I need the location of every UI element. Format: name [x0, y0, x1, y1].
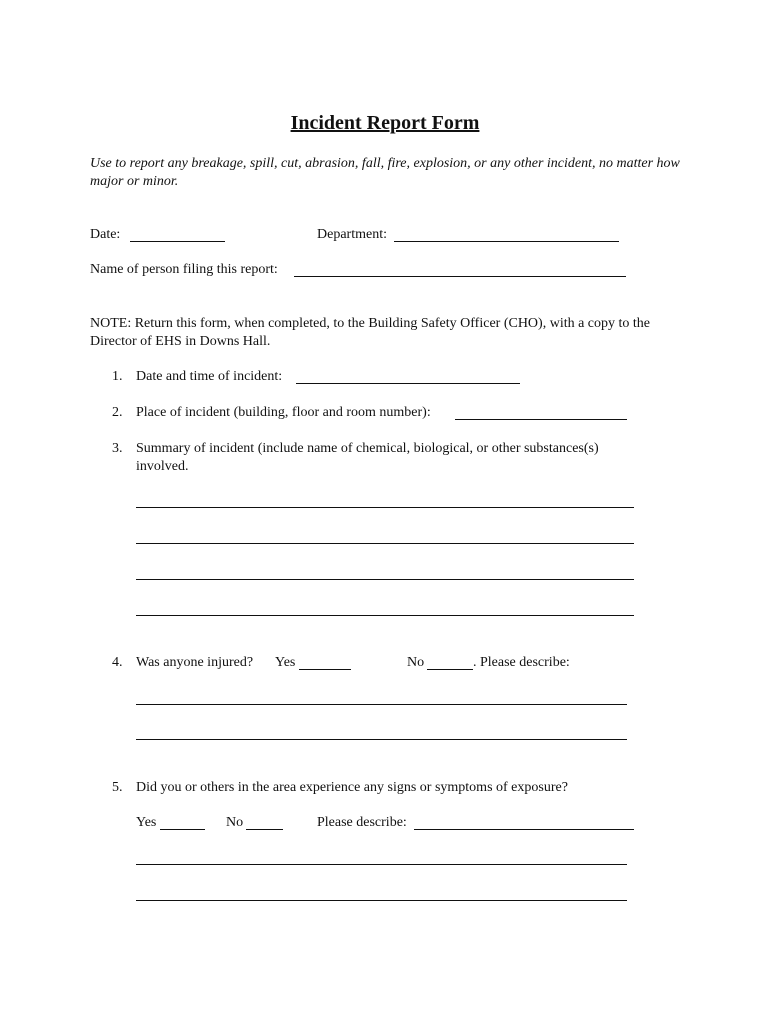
q4-number: 4. [112, 655, 123, 670]
department-field[interactable] [394, 241, 619, 242]
q4-describe-label: . Please describe: [473, 655, 570, 670]
q3-answer-line[interactable] [136, 543, 634, 544]
q5-yes-label: Yes [136, 815, 157, 830]
q4-answer-line[interactable] [136, 739, 627, 740]
q5-label: Did you or others in the area experience any signs or symptoms of exposure? [136, 780, 568, 795]
q3-label-line1: Summary of incident (include name of chemical, biological, or other substances(s) [136, 441, 599, 456]
note-text: NOTE: Return this form, when completed, to the Building Safety Officer (CHO), with a copy to the Director of EHS in Downs Hall. [90, 316, 651, 349]
q3-label-line2: involved. [136, 459, 189, 474]
date-label: Date: [90, 227, 121, 242]
q4-no-field[interactable] [427, 669, 473, 670]
q2-label: Place of incident (building, floor and room number): [136, 405, 431, 420]
q5-yes-field[interactable] [160, 829, 205, 830]
q2-field[interactable] [455, 419, 627, 420]
name-label: Name of person filing this report: [90, 262, 278, 277]
q5-describe-label: Please describe: [317, 815, 407, 830]
q2-number: 2. [112, 405, 123, 420]
q1-field[interactable] [296, 383, 520, 384]
intro-text: Use to report any breakage, spill, cut, abrasion, fall, fire, explosion, or any other incident, no matter how major or minor. [90, 156, 680, 189]
q4-no-label: No [407, 655, 425, 670]
q5-no-label: No [226, 815, 244, 830]
q4-yes-label: Yes [275, 655, 296, 670]
department-label: Department: [317, 227, 387, 242]
date-field[interactable] [130, 241, 225, 242]
q4-yes-field[interactable] [299, 669, 351, 670]
q1-label: Date and time of incident: [136, 369, 283, 384]
q4-answer-line[interactable] [136, 704, 627, 705]
q3-answer-line[interactable] [136, 615, 634, 616]
q5-describe-field[interactable] [414, 829, 634, 830]
q3-answer-line[interactable] [136, 507, 634, 508]
page-title: Incident Report Form [290, 112, 480, 134]
q5-number: 5. [112, 780, 123, 795]
q4-label: Was anyone injured? [136, 655, 254, 670]
q1-number: 1. [112, 369, 123, 384]
q5-answer-line[interactable] [136, 900, 627, 901]
q5-no-field[interactable] [246, 829, 283, 830]
name-field[interactable] [294, 276, 626, 277]
q3-number: 3. [112, 441, 123, 456]
q3-answer-line[interactable] [136, 579, 634, 580]
q5-answer-line[interactable] [136, 864, 627, 865]
